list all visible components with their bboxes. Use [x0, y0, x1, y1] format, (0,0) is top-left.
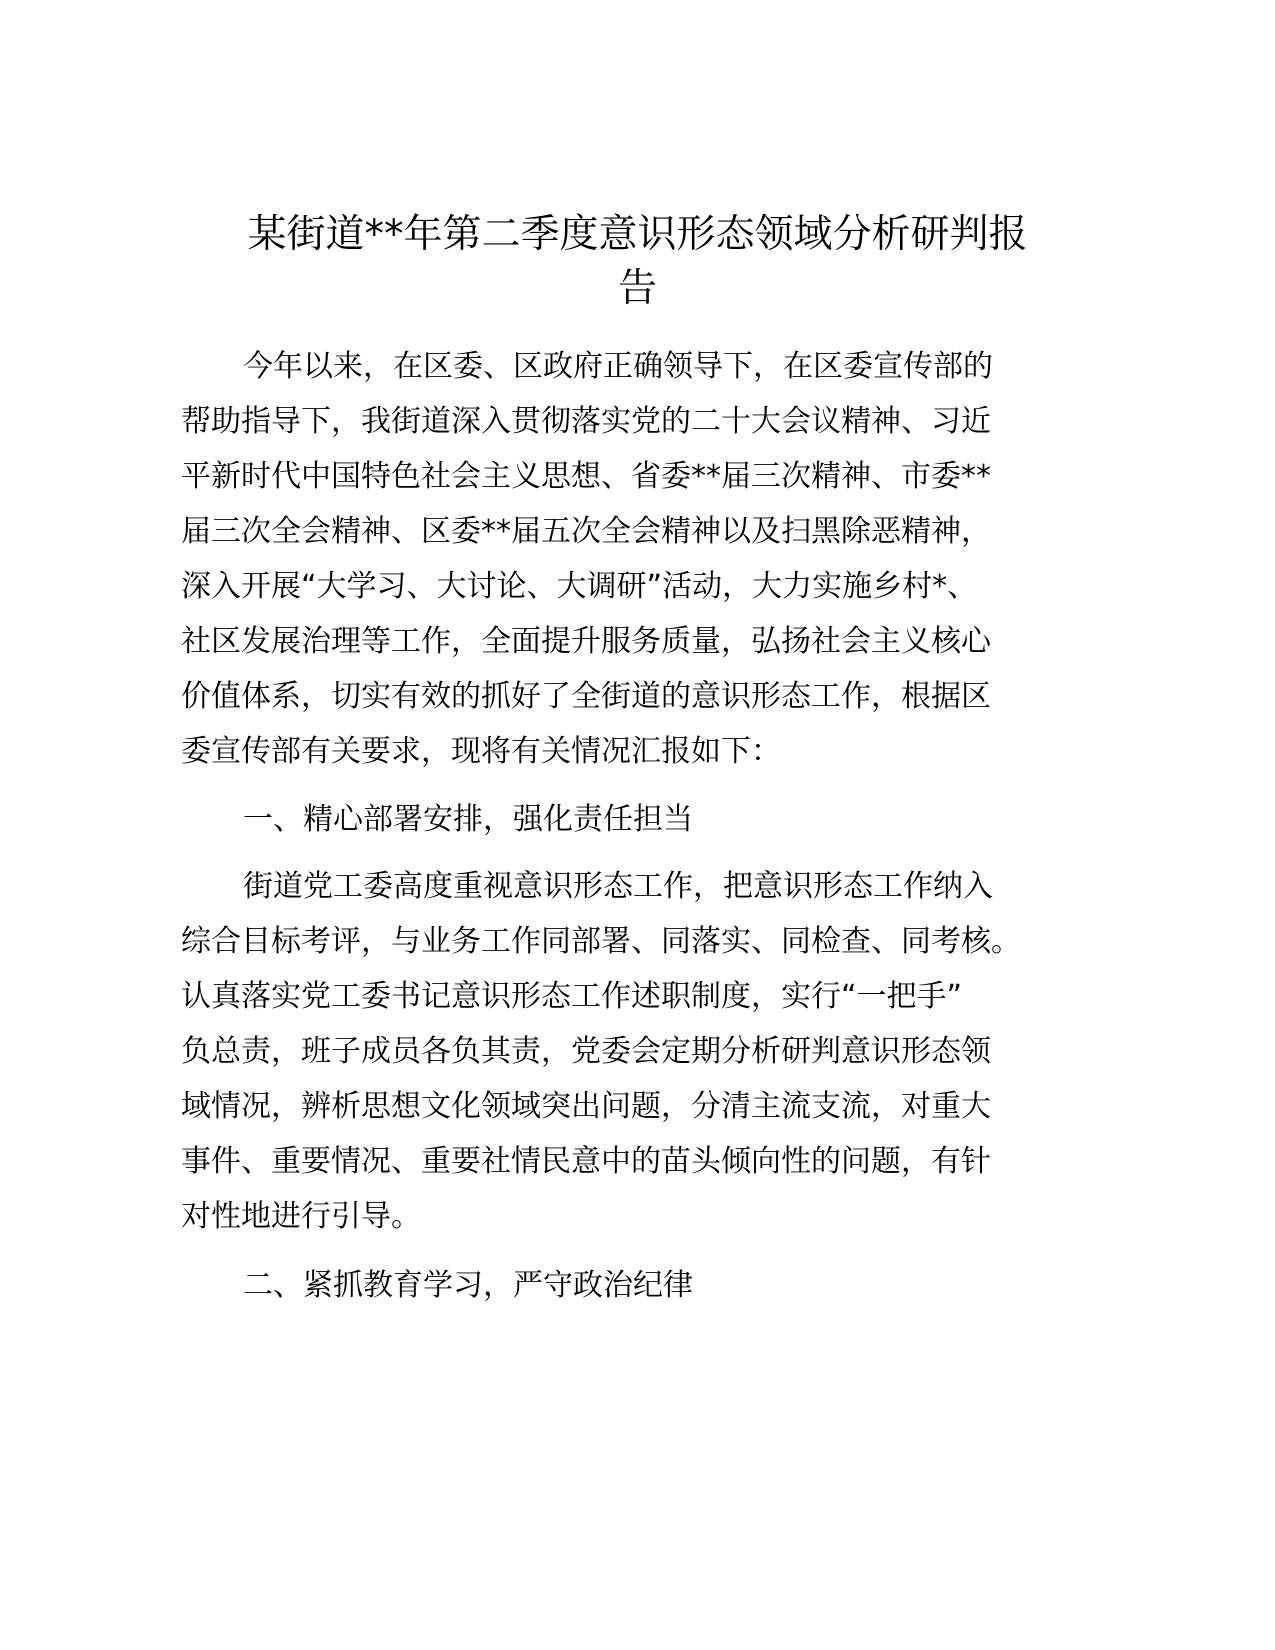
- paragraph-line: 委宣传部有关要求，现将有关情况汇报如下：: [181, 734, 781, 769]
- paragraph-line: 综合目标考评，与业务工作同部署、同落实、同检查、同考核。: [181, 924, 1021, 959]
- paragraph-line: 平新时代中国特色社会主义思想、省委**届三次精神、市委**: [181, 459, 991, 494]
- paragraph-line: 价值体系，切实有效的抓好了全街道的意识形态工作，根据区: [181, 679, 991, 714]
- paragraph-line: 负总责，班子成员各负其责，党委会定期分析研判意识形态领: [181, 1034, 991, 1069]
- paragraph-line: 帮助指导下，我街道深入贯彻落实党的二十大会议精神、习近: [181, 404, 991, 439]
- paragraph-line: 域情况，辨析思想文化领域突出问题，分清主流支流，对重大: [181, 1089, 991, 1124]
- paragraph-line: 深入开展“大学习、大讨论、大调研”活动，大力实施乡村*、: [181, 569, 978, 604]
- title-line-1: 某街道**年第二季度意识形态领域分析研判报: [247, 212, 1028, 257]
- document-title: [160, 208, 1115, 316]
- section-heading-1: 一、精心部署安排，强化责任担当: [243, 802, 693, 837]
- paragraph-line: 事件、重要情况、重要社情民意中的苗头倾向性的问题，有针: [181, 1144, 991, 1179]
- paragraph-line: 社区发展治理等工作，全面提升服务质量，弘扬社会主义核心: [181, 624, 991, 659]
- paragraph-line: 届三次全会精神、区委**届五次全会精神以及扫黑除恶精神，: [181, 514, 991, 549]
- paragraph-line: 认真落实党工委书记意识形态工作述职制度，实行“一把手”: [181, 979, 963, 1014]
- paragraph-line: 对性地进行引导。: [181, 1199, 421, 1234]
- section-heading-2: 二、紧抓教育学习，严守政治纪律: [243, 1268, 693, 1303]
- title-line-2: 告: [617, 266, 657, 311]
- paragraph-line: 街道党工委高度重视意识形态工作，把意识形态工作纳入: [243, 869, 993, 904]
- paragraph-line: 今年以来，在区委、区政府正确领导下，在区委宣传部的: [243, 349, 993, 384]
